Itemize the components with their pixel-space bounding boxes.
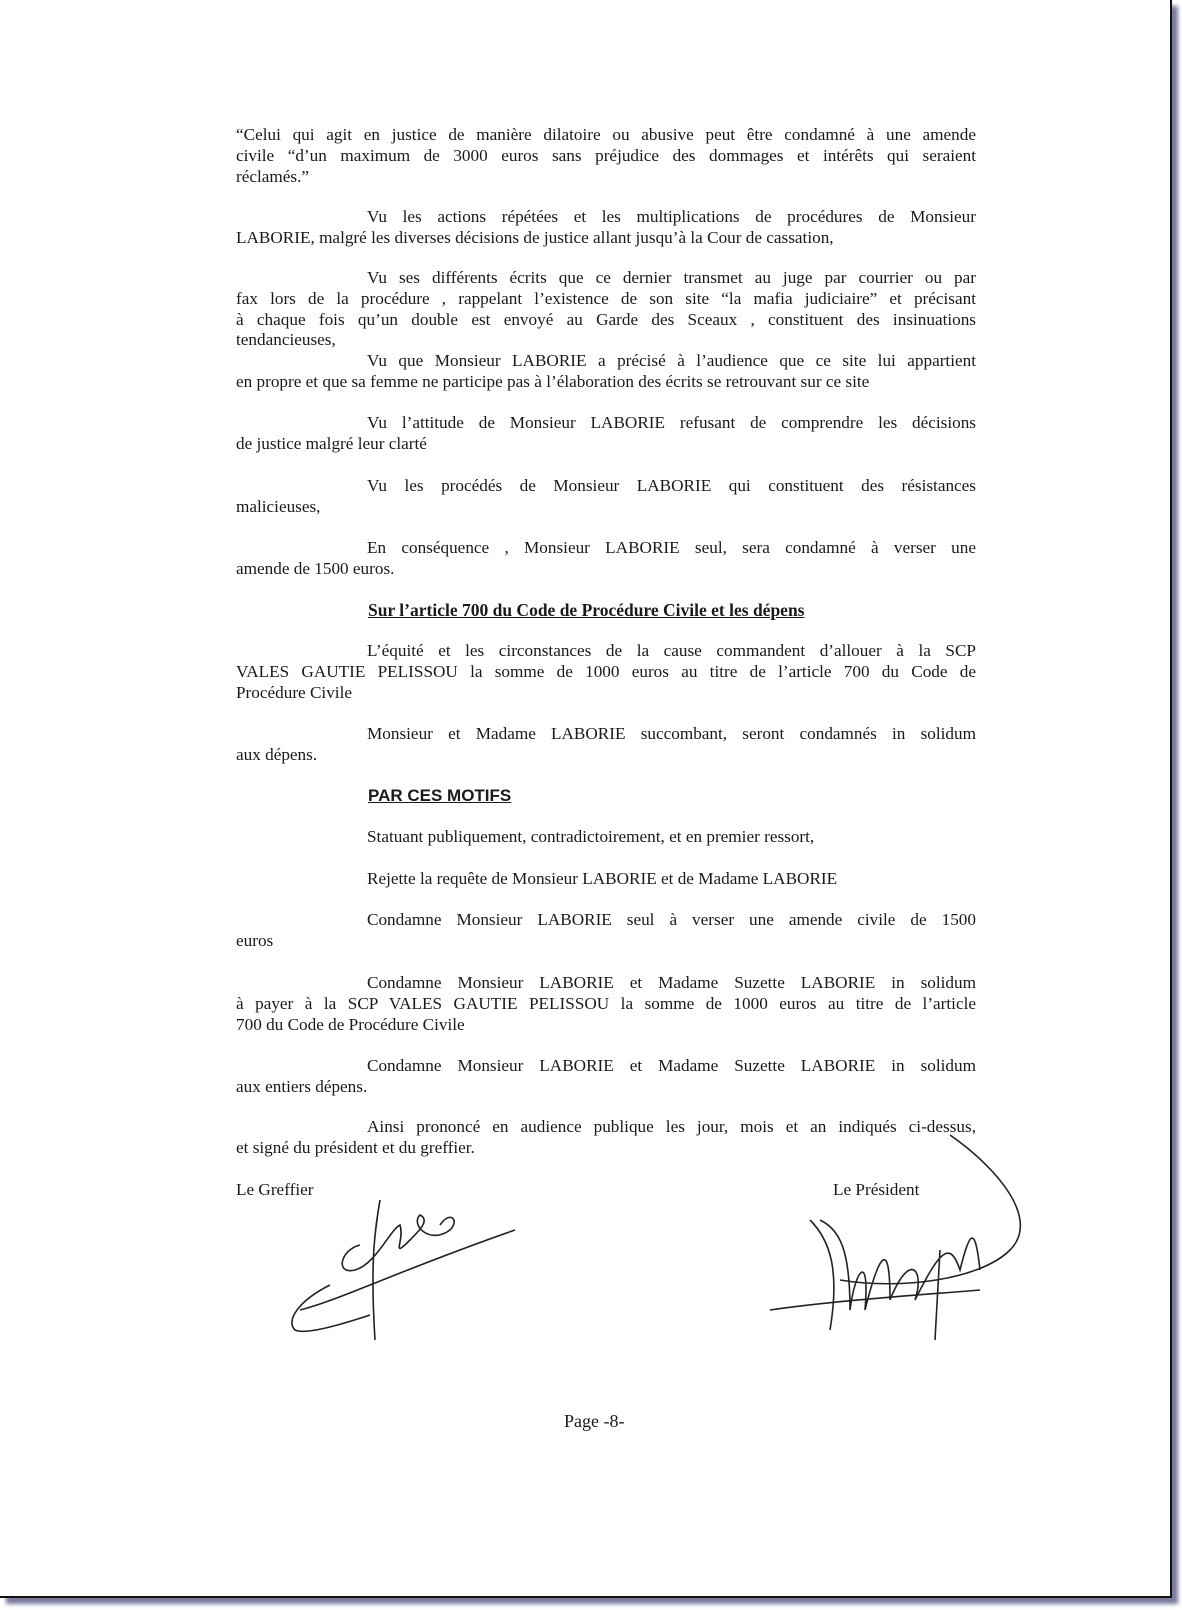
paragraph-line: Vu ses différents écrits que ce dernier transmet au juge par courrier ou par [367,268,976,287]
paragraph [236,869,976,890]
paragraph [236,827,976,848]
paragraph-line: aux dépens. [236,744,318,764]
paragraph-line: civile “d’un maximum de 3000 euros sans préjudice des dommages et intérêts qui seraient [236,145,976,165]
paragraph-line: malicieuses, [236,496,321,516]
paragraph-line: en propre et que sa femme ne participe pas à l’élaboration des écrits se retrouvant sur ce site [236,371,870,391]
paragraph-line: Procédure Civile [236,682,352,702]
greffier-label: Le Greffier [236,1180,314,1199]
paragraph-line: réclamés.” [236,166,309,186]
paragraph [236,641,976,703]
paragraph-line: et signé du président et du greffier. [236,1137,475,1157]
paragraph-line: “Celui qui agit en justice de manière dilatoire ou abusive peut être condamné à une amende [236,125,976,144]
heading-par-ces-motifs: PAR CES MOTIFS [368,786,512,805]
paragraph-line: euros [236,930,274,950]
paragraph-line: LABORIE, malgré les diverses décisions de justice allant jusqu’à la Cour de cassation, [236,227,834,247]
paragraph-line: 700 du Code de Procédure Civile [236,1014,465,1034]
paragraph-line: Condamne Monsieur LABORIE et Madame Suzette LABORIE in solidum [367,1056,976,1075]
heading-article-700: Sur l’article 700 du Code de Procédure Civile et les dépens [368,600,805,620]
paragraph-line: En conséquence , Monsieur LABORIE seul, sera condamné à verser une [367,538,976,557]
paragraph-line: Ainsi prononcé en audience publique les jour, mois et an indiqués ci-dessus, [367,1117,976,1136]
page-number: Page -8- [564,1411,625,1431]
paragraph [236,1056,976,1098]
paragraph-line: de justice malgré leur clarté [236,433,427,453]
paragraph-line: à payer à la SCP VALES GAUTIE PELISSOU la somme de 1000 euros au titre de l’article [236,993,976,1013]
paragraph [236,724,976,766]
paragraph-line: Vu l’attitude de Monsieur LABORIE refusant de comprendre les décisions [367,413,976,432]
paragraph-line: aux entiers dépens. [236,1076,368,1096]
president-label: Le Président [833,1180,920,1199]
paragraph-line: L’équité et les circonstances de la cause commandent d’allouer à la SCP [367,641,976,660]
paragraph [236,538,976,580]
paragraph-line: Rejette la requête de Monsieur LABORIE et de Madame LABORIE [367,869,838,888]
paragraph-line: Monsieur et Madame LABORIE succombant, seront condamnés in solidum [367,724,976,743]
paragraph-line: tendancieuses, [236,330,336,350]
paragraph [236,910,976,952]
paragraph [236,125,976,187]
paragraph [236,476,976,518]
paragraph [236,268,976,351]
paragraph-line: Vu que Monsieur LABORIE a précisé à l’audience que ce site lui appartient [367,351,976,370]
greffier-signature [280,1190,530,1350]
paragraph-line: fax lors de la procédure , rappelant l’existence de son site “la mafia judiciaire” et précisant [236,288,976,308]
paragraph-line: Condamne Monsieur LABORIE seul à verser une amende civile de 1500 [367,910,976,929]
president-signature [740,1130,1040,1350]
paragraph [236,413,976,455]
paragraph-line: Vu les procédés de Monsieur LABORIE qui constituent des résistances [367,476,976,495]
paragraph-line: à chaque fois qu’un double est envoyé au Garde des Sceaux , constituent des insinuations [236,309,976,329]
paragraph-line: VALES GAUTIE PELISSOU la somme de 1000 euros au titre de l’article 700 du Code de [236,661,976,681]
paragraph [236,207,976,249]
paragraph-line: Condamne Monsieur LABORIE et Madame Suzette LABORIE in solidum [367,973,976,992]
paragraph [236,351,976,393]
paragraph-line: amende de 1500 euros. [236,558,395,578]
paragraph [236,973,976,1035]
paragraph-line: Statuant publiquement, contradictoirement, et en premier ressort, [367,827,815,846]
paragraph-line: Vu les actions répétées et les multiplications de procédures de Monsieur [367,207,976,226]
